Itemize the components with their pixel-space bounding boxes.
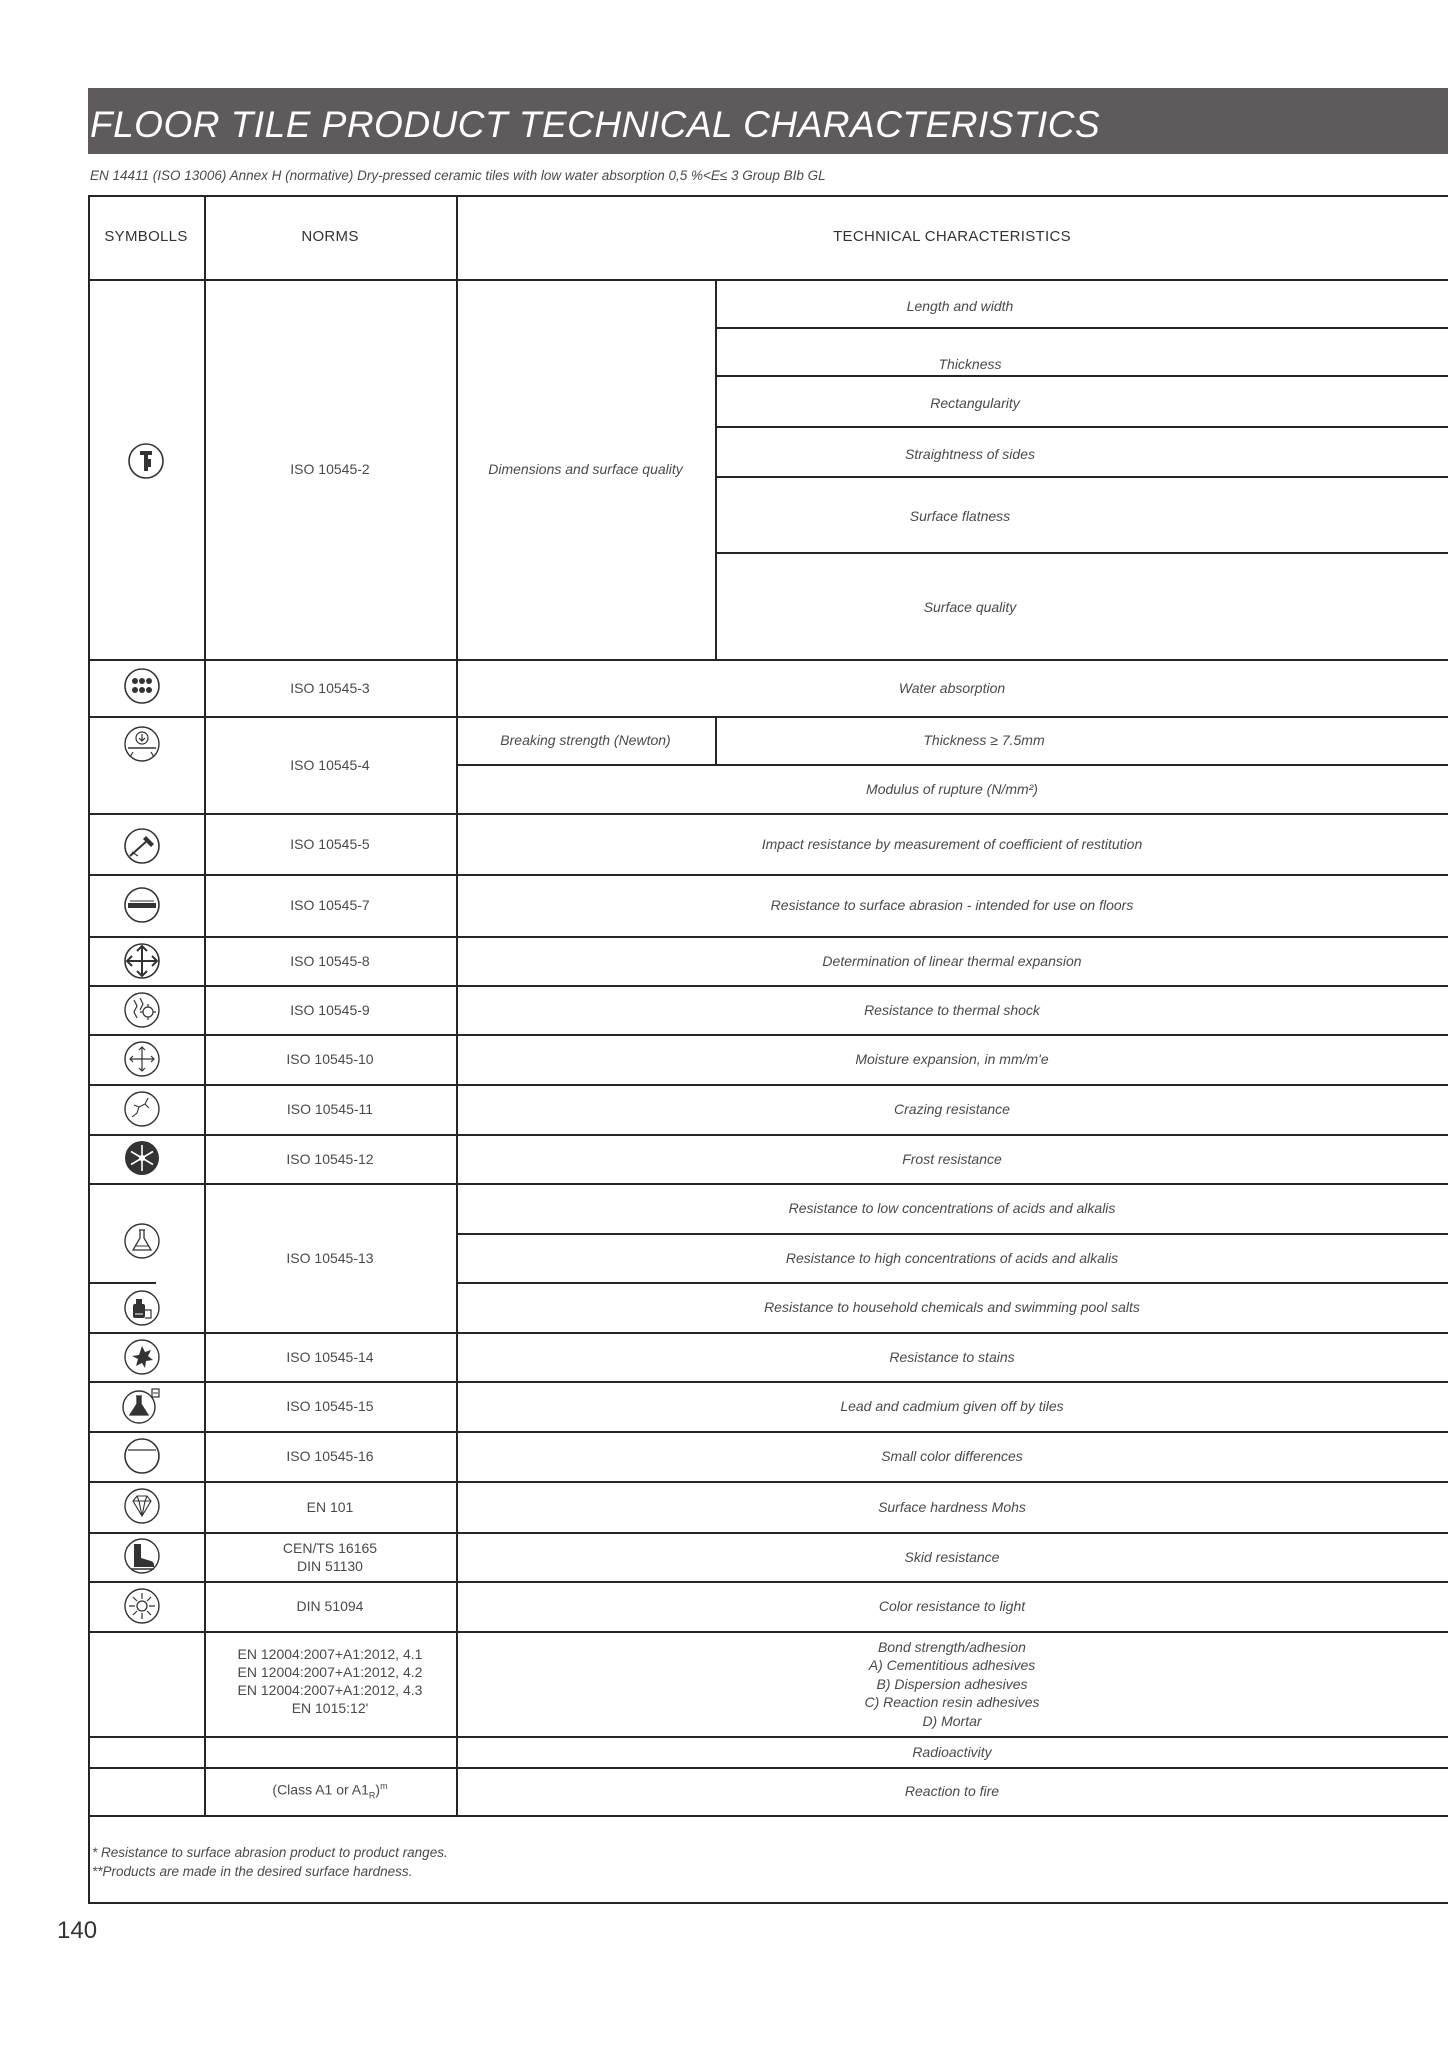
footnote: **Products are made in the desired surface hardness. <box>92 1864 413 1879</box>
characteristic-high-concentration-acids: Resistance to high concentrations of acids and alkalis <box>785 1249 1119 1266</box>
bond-line: B) Dispersion adhesives <box>876 1675 1028 1692</box>
characteristic-straightness: Straightness of sides <box>905 446 1035 462</box>
norm-line: EN 12004:2007+A1:2012, 4.1 <box>237 1646 423 1662</box>
norm-line: EN 1015:12' <box>291 1700 369 1716</box>
characteristic-impact-resistance: Impact resistance by measurement of coefficient of restitution <box>761 835 1143 852</box>
characteristic-low-concentration-acids: Resistance to low concentrations of acids and alkalis <box>788 1200 1116 1216</box>
flask-icon <box>122 1221 162 1261</box>
norm-line: EN 12004:2007+A1:2012, 4.3 <box>237 1682 423 1698</box>
abrasion-icon <box>122 885 162 925</box>
column-header-symbols: SYMBOLLS <box>104 228 188 245</box>
characteristic-radioactivity: Radioactivity <box>912 1743 992 1760</box>
norm-iso-10545-14: ISO 10545-14 <box>286 1348 374 1365</box>
norm-iso-10545-3: ISO 10545-3 <box>290 679 370 696</box>
fire-class-close: ) <box>375 1781 381 1798</box>
characteristic-surface-quality: Surface quality <box>923 599 1017 615</box>
breaking-load-icon <box>122 724 162 764</box>
characteristic-surface-hardness: Surface hardness Mohs <box>878 1498 1026 1515</box>
norm-bond-strength <box>204 1645 456 1727</box>
characteristic-moisture-expansion: Moisture expansion, in mm/m'e <box>855 1051 1049 1067</box>
column-header-norms: NORMS <box>301 228 359 245</box>
bond-line: C) Reaction resin adhesives <box>864 1694 1040 1711</box>
fire-class-sub: R <box>368 1790 376 1801</box>
characteristic-rectangularity: Rectangularity <box>930 395 1020 411</box>
norm-line: CEN/TS 16165 <box>282 1539 378 1556</box>
shoe-icon <box>122 1536 162 1576</box>
characteristic-household-chemicals: Resistance to household chemicals and swimming pool salts <box>764 1299 1140 1315</box>
thermal-shock-icon <box>122 990 162 1030</box>
norm-line: DIN 51130 <box>297 1557 363 1574</box>
norm-en-101: EN 101 <box>306 1498 354 1515</box>
norm-din-51094: DIN 51094 <box>296 1598 364 1614</box>
lead-flask-icon <box>120 1386 160 1426</box>
characteristic-water-absorption: Water absorption <box>898 679 1006 696</box>
standard-subtitle: EN 14411 (ISO 13006) Annex H (normative) Dry-pressed ceramic tiles with low water absorption 0,5 %<E≤ 3 Group BIb GL <box>90 168 826 183</box>
characteristic-linear-expansion: Determination of linear thermal expansion <box>822 952 1082 969</box>
characteristic-color-differences: Small color differences <box>881 1448 1023 1464</box>
norm-iso-10545-4: ISO 10545-4 <box>290 756 370 773</box>
characteristic-length-width: Length and width <box>906 298 1014 314</box>
norm-line: EN 12004:2007+A1:2012, 4.2 <box>237 1664 423 1680</box>
characteristic-thickness: Thickness <box>938 356 1002 372</box>
norm-iso-10545-11: ISO 10545-11 <box>286 1101 374 1117</box>
column-header-characteristics: TECHNICAL CHARACTERISTICS <box>833 228 1071 245</box>
characteristic-crazing-resistance: Crazing resistance <box>894 1101 1010 1117</box>
characteristic-surface-flatness: Surface flatness <box>909 508 1011 524</box>
bond-line: A) Cementitious adhesives <box>868 1657 1036 1674</box>
characteristic-lead-cadmium: Lead and cadmium given off by tiles <box>840 1398 1064 1414</box>
footnotes <box>92 1843 448 1881</box>
page-number: 140 <box>57 1917 98 1944</box>
color-circle-icon <box>122 1436 162 1476</box>
fire-class-text: (Class A1 or A1 <box>272 1781 369 1798</box>
chemical-bottle-icon <box>122 1288 162 1328</box>
bond-line: D) Mortar <box>922 1712 982 1729</box>
norm-fire-class <box>204 1767 456 1815</box>
diamond-icon <box>122 1486 162 1526</box>
norm-iso-10545-10: ISO 10545-10 <box>286 1051 374 1067</box>
caliper-icon <box>126 441 166 481</box>
snowflake-icon <box>122 1138 162 1178</box>
norm-iso-10545-13: ISO 10545-13 <box>286 1249 374 1266</box>
characteristic-reaction-fire: Reaction to fire <box>904 1783 1000 1799</box>
title-banner <box>88 88 1448 154</box>
norm-iso-10545-9: ISO 10545-9 <box>290 1001 370 1018</box>
norm-iso-10545-8: ISO 10545-8 <box>290 952 370 969</box>
water-drops-icon <box>122 666 162 706</box>
crazing-icon <box>122 1089 162 1129</box>
sun-icon <box>122 1586 162 1626</box>
norm-iso-10545-2: ISO 10545-2 <box>290 461 370 477</box>
norm-iso-10545-7: ISO 10545-7 <box>290 897 370 913</box>
characteristic-stain-resistance: Resistance to stains <box>889 1348 1015 1365</box>
bond-line: Bond strength/adhesion <box>878 1638 1026 1655</box>
characteristic-bond-strength <box>456 1634 1448 1734</box>
characteristic-frost-resistance: Frost resistance <box>902 1150 1002 1167</box>
dimensions-group-label: Dimensions and surface quality <box>488 461 683 477</box>
characteristic-surface-abrasion: Resistance to surface abrasion - intended for use on floors <box>770 897 1134 913</box>
footnote: * Resistance to surface abrasion product to product ranges. <box>92 1845 448 1860</box>
breaking-strength-label: Breaking strength (Newton) <box>500 732 671 748</box>
norm-iso-10545-15: ISO 10545-15 <box>286 1398 374 1414</box>
characteristic-thickness-min: Thickness ≥ 7.5mm <box>923 732 1045 748</box>
norm-iso-10545-16: ISO 10545-16 <box>286 1448 374 1464</box>
characteristic-modulus-rupture: Modulus of rupture (N/mm²) <box>866 780 1038 797</box>
impact-hammer-icon <box>122 826 162 866</box>
characteristic-color-light: Color resistance to light <box>878 1598 1026 1614</box>
moisture-expansion-icon <box>122 1039 162 1079</box>
fire-class-sup: m <box>380 1781 388 1792</box>
norm-iso-10545-12: ISO 10545-12 <box>286 1150 374 1167</box>
norm-iso-10545-5: ISO 10545-5 <box>290 835 370 852</box>
norm-skid <box>204 1532 456 1581</box>
characteristic-thermal-shock: Resistance to thermal shock <box>864 1001 1040 1018</box>
linear-expansion-icon <box>122 941 162 981</box>
page-title: FLOOR TILE PRODUCT TECHNICAL CHARACTERISTICS <box>90 104 1101 145</box>
stain-icon <box>122 1337 162 1377</box>
characteristic-skid-resistance: Skid resistance <box>904 1548 1000 1565</box>
